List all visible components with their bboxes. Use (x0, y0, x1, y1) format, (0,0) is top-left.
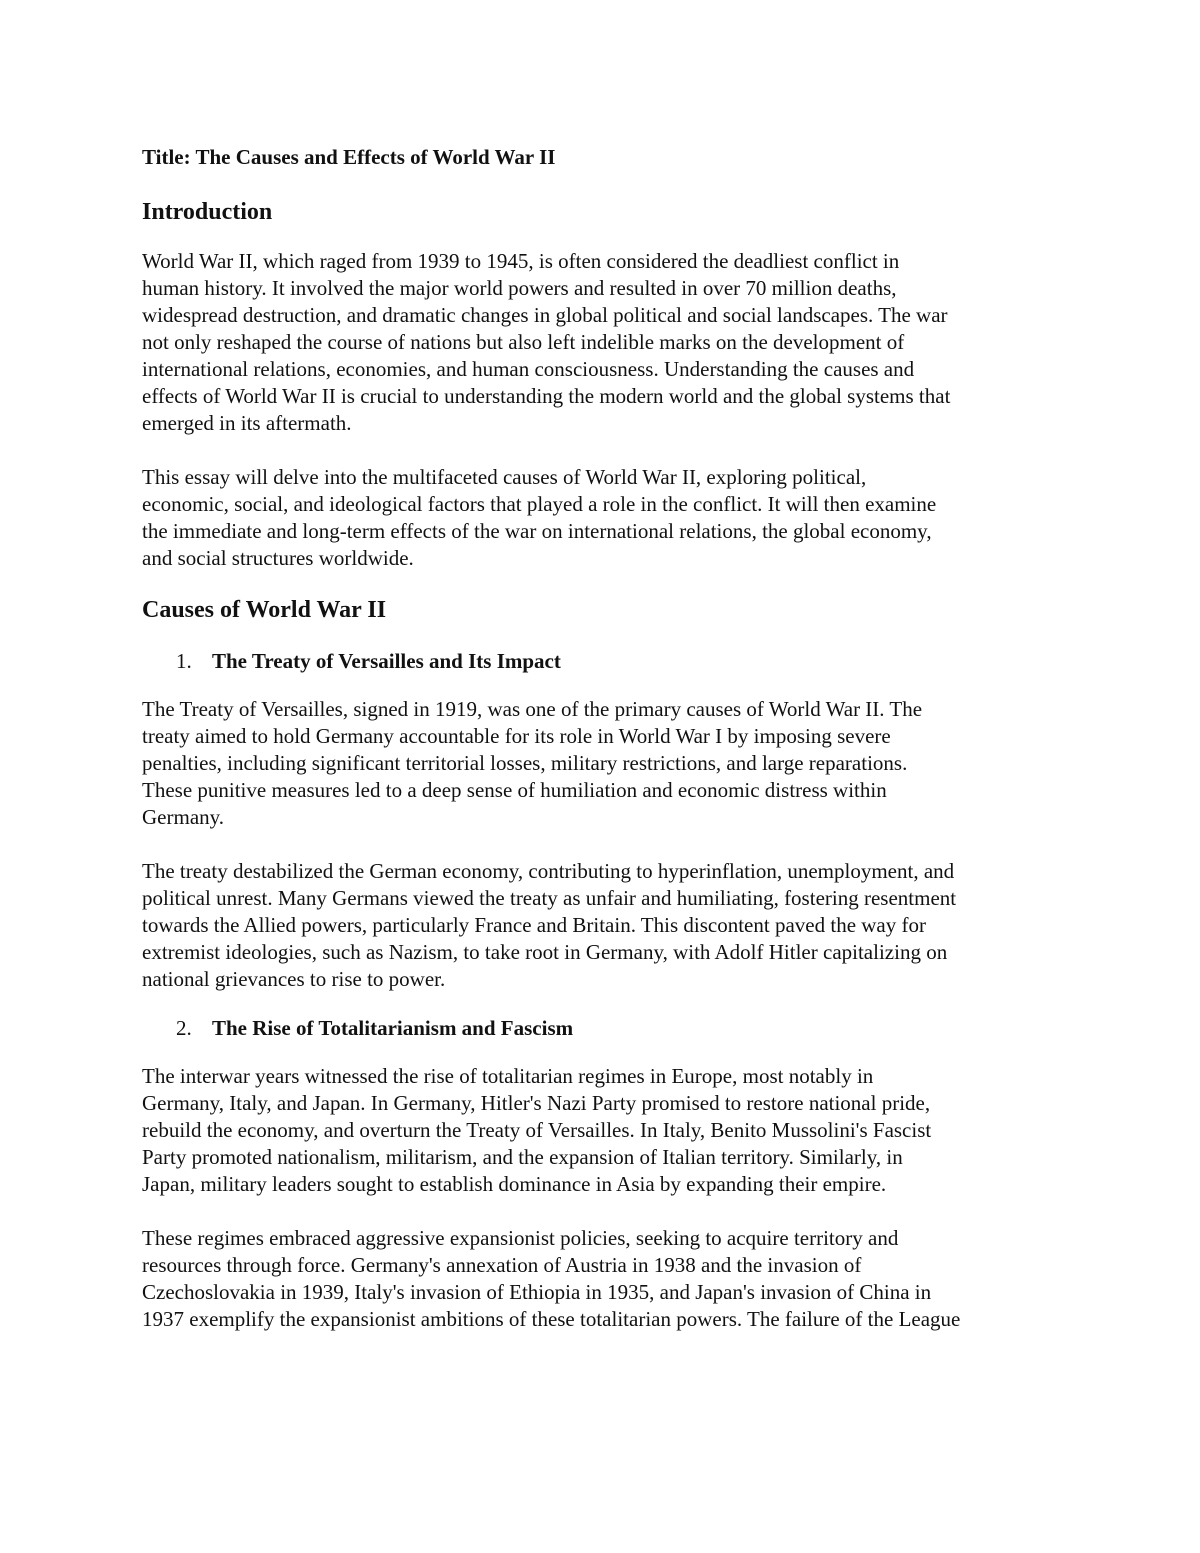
introduction-heading: Introduction (142, 199, 273, 225)
cause-2-title: The Rise of Totalitarianism and Fascism (212, 1016, 574, 1040)
cause-2-heading (142, 1013, 1066, 1043)
cause-1-title: The Treaty of Versailles and Its Impact (212, 649, 561, 673)
cause-1-number: 1. (176, 649, 192, 673)
document-title: Title: The Causes and Effects of World War II (142, 145, 556, 169)
cause-2-paragraph-1: The interwar years witnessed the rise of totalitarian regimes in Europe, most notably in Germany, Italy, and Japan. In Germany, Hitler's Nazi Party promised to restore national pride, rebuild the economy, and overturn the Treaty of Versailles. In Italy, Benito Mussolini's Fascist Party promoted nationalism, militarism, and the expansion of Italian territory. Similarly, in Japan, military leaders sought to establish dominance in Asia by expanding their empire. (142, 1064, 932, 1196)
cause-2-paragraph-2: These regimes embraced aggressive expansionist policies, seeking to acquire territory and resources through force. Germany's annexation of Austria in 1938 and the invasion of Czechoslovakia in 1939, Italy's invasion of Ethiopia in 1935, and Japan's invasion of China in 1937 exemplify the expansionist ambitions of these totalitarian powers. The failure of the League (142, 1226, 961, 1331)
cause-2-number: 2. (176, 1016, 192, 1040)
causes-heading: Causes of World War II (142, 597, 387, 623)
introduction-paragraph-2: This essay will delve into the multifaceted causes of World War II, exploring political, economic, social, and ideological factors that played a role in the conflict. It will then examine the immediate and long-term effects of the war on international relations, the global economy, and social structures worldwide. (142, 465, 937, 570)
cause-1-paragraph-1: The Treaty of Versailles, signed in 1919, was one of the primary causes of World War II. The treaty aimed to hold Germany accountable for its role in World War I by imposing severe penalties, including significant territorial losses, military restrictions, and large reparations. These punitive measures led to a deep sense of humiliation and economic distress within Germany. (142, 697, 923, 829)
document-body (142, 142, 1066, 1333)
cause-1-heading (142, 646, 1066, 676)
cause-1-paragraph-2: The treaty destabilized the German economy, contributing to hyperinflation, unemployment, and political unrest. Many Germans viewed the treaty as unfair and humiliating, fostering resentment towards the Allied powers, particularly France and Britain. This discontent paved the way for extremist ideologies, such as Nazism, to take root in Germany, with Adolf Hitler capitalizing on national grievances to rise to power. (142, 859, 957, 991)
introduction-paragraph-1: World War II, which raged from 1939 to 1945, is often considered the deadliest conflict in human history. It involved the major world powers and resulted in over 70 million deaths, widespread destruction, and dramatic changes in global political and social landscapes. The war not only reshaped the course of nations but also left indelible marks on the development of international relations, economies, and human consciousness. Understanding the causes and effects of World War II is crucial to understanding the modern world and the global systems that emerged in its aftermath. (142, 249, 951, 435)
